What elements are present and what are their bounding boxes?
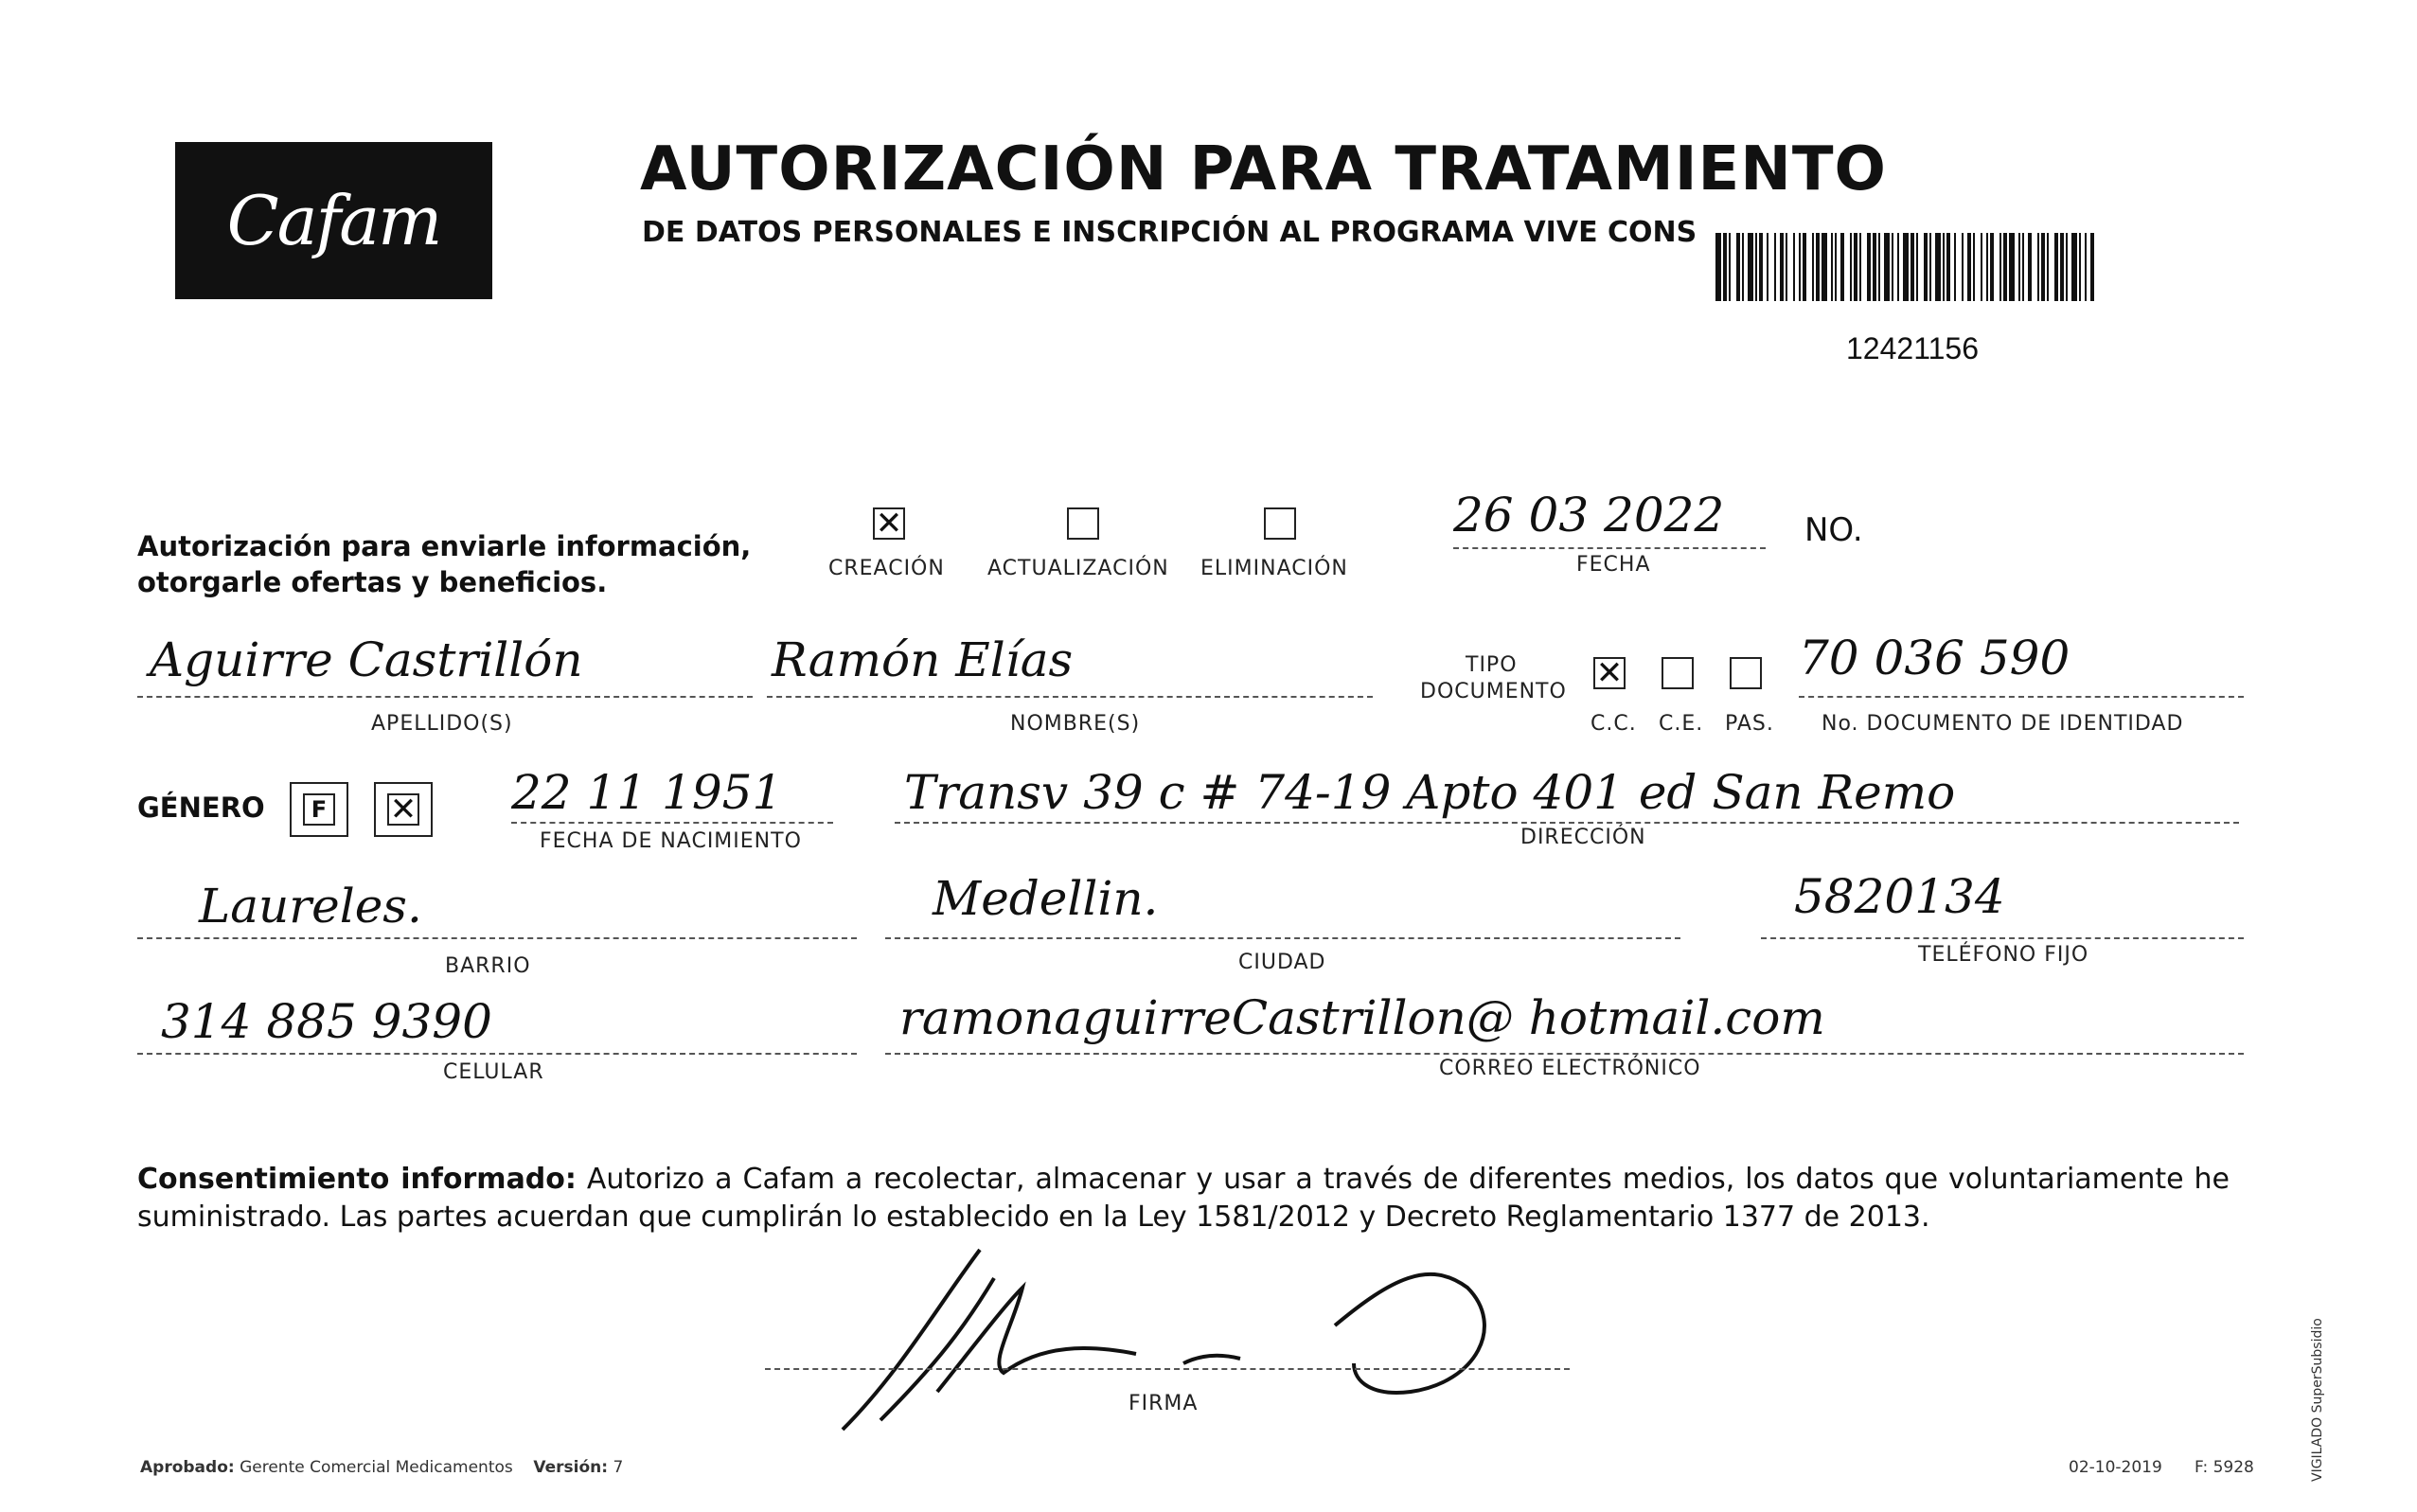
birth-label: FECHA DE NACIMIENTO [540,829,802,853]
barcode-bar [1924,233,1928,301]
doc-number-line [1799,696,2244,698]
fecha-value[interactable]: 26 03 2022 [1453,488,1725,543]
barcode-number: 12421156 [1846,331,1979,365]
ciudad-value[interactable]: Medellin. [933,871,1159,926]
barcode-bar [1946,233,1950,301]
barcode-bar [1780,233,1784,301]
celular-value[interactable]: 314 885 9390 [161,994,492,1049]
email-value[interactable]: ramonaguirreCastrillon@ hotmail.com [899,990,1825,1045]
barcode-bar [1943,233,1945,301]
barcode-bar [1767,233,1768,301]
barcode-bar [1723,233,1727,301]
nombres-label: NOMBRE(S) [1010,712,1141,736]
barcode-bar [2047,233,2049,301]
barcode-bar [1835,233,1837,301]
no-label: NO. [1804,511,1863,549]
barcode-bar [1935,233,1941,301]
signature-line [765,1368,1570,1370]
gender-f-box[interactable] [290,782,348,837]
barcode-bar [1884,233,1890,301]
barcode-bar [1803,233,1806,301]
address-value[interactable]: Transv 39 c # 74-19 Apto 401 ed San Remo [904,765,1956,820]
barcode-bar [1929,233,1931,301]
gender-m-box[interactable] [374,782,433,837]
cc-checkbox[interactable] [1593,657,1626,689]
intro-text-line2: otorgarle ofertas y beneficios. [137,566,608,598]
barcode-bar [1999,233,2001,301]
barcode-bar [1962,233,1964,301]
barrio-value[interactable]: Laureles. [199,879,422,934]
address-label: DIRECCIÓN [1520,826,1646,849]
apellidos-value[interactable]: Aguirre Castrillón [150,632,583,687]
barcode-bar [1859,233,1861,301]
aprobado-value: Gerente Comercial Medicamentos [240,1458,513,1477]
intro-text-line1: Autorización para enviarle información, [137,530,752,562]
telefono-value[interactable]: 5820134 [1794,869,2005,924]
ciudad-label: CIUDAD [1238,951,1326,974]
barcode-bar [2037,233,2039,301]
address-line [895,822,2239,824]
signature-image [824,1221,1638,1449]
footer-code: F: 5928 [2195,1458,2254,1477]
barcode-bar [1892,233,1893,301]
barrio-label: BARRIO [445,954,531,978]
barcode-bar [1816,233,1820,301]
barcode-bar [2090,233,2094,301]
barcode-bar [1715,233,1721,301]
ce-checkbox[interactable] [1662,657,1694,689]
gender-m-checkbox[interactable] [387,793,419,826]
barcode-bar [1755,233,1757,301]
fecha-label: FECHA [1576,553,1651,577]
version-value: 7 [613,1458,624,1477]
cc-label: C.C. [1591,712,1637,736]
barcode-bar [1799,233,1801,301]
barcode-bar [2071,233,2077,301]
barcode-bar [2066,233,2068,301]
ciudad-line [885,937,1680,939]
barrio-line [137,937,857,939]
barcode-bar [1759,233,1763,301]
barcode-bar [1916,233,1918,301]
barcode-bar [1854,233,1857,301]
barcode-bar [1903,233,1909,301]
barcode-bar [1981,233,1982,301]
barcode-bar [2003,233,2007,301]
barcode-bar [1954,233,1956,301]
celular-line [137,1053,857,1055]
doc-number-label: No. DOCUMENTO DE IDENTIDAD [1822,712,2184,736]
form-title: AUTORIZACIÓN PARA TRATAMIENTO [640,134,1887,205]
nombres-value[interactable]: Ramón Elías [772,632,1074,687]
telefono-label: TELÉFONO FIJO [1918,943,2089,967]
eliminacion-checkbox[interactable] [1264,507,1296,540]
barcode-bar [2085,233,2087,301]
celular-label: CELULAR [443,1060,544,1084]
consent-heading: Consentimiento informado: [137,1163,577,1196]
email-line [885,1053,2244,1055]
barcode-bar [2022,233,2024,301]
barcode-bar [1840,233,1844,301]
barcode-bar [1897,233,1899,301]
barcode-bar [1774,233,1776,301]
apellidos-line [137,696,753,698]
barcode-bar [1967,233,1971,301]
telefono-line [1761,937,2244,939]
barcode-bar [1793,233,1795,301]
apellidos-label: APELLIDO(S) [371,712,513,736]
tipo-label: TIPO [1466,653,1518,677]
footer-approved [140,1458,623,1477]
barcode-bar [1867,233,1871,301]
actualizacion-checkbox[interactable] [1067,507,1099,540]
birth-line [511,822,833,824]
barcode [1715,233,2094,301]
ce-label: C.E. [1659,712,1704,736]
cafam-logo: Cafam [175,142,492,299]
barcode-bar [2009,233,2015,301]
creacion-label: CREACIÓN [828,557,945,580]
supersubsidio-text: VIGILADO SuperSubsidio [2310,1318,2325,1482]
barcode-bar [1910,233,1914,301]
fecha-line [1453,547,1766,549]
barcode-bar [1973,233,1975,301]
genero-label: GÉNERO [137,792,265,824]
barcode-bar [1748,233,1753,301]
signature-label: FIRMA [1129,1392,1199,1415]
barcode-bar [2028,233,2032,301]
gender-f-checkbox[interactable]: F [303,793,335,826]
barcode-bar [1878,233,1880,301]
birth-value[interactable]: 22 11 1951 [511,765,783,820]
email-label: CORREO ELECTRÓNICO [1439,1057,1701,1080]
barcode-bar [1786,233,1787,301]
barcode-bar [1742,233,1744,301]
creacion-checkbox[interactable] [873,507,905,540]
barcode-bar [1986,233,1988,301]
footer-date: 02-10-2019 [2069,1458,2162,1477]
consent-text: Autorizo a Cafam a recolectar, almacenar y usar a través de diferentes medios, los datos que voluntariamente he suministrado. Las partes acuerdan que cumplirán lo establecido en la Ley 1581/2012 y Decreto Reglamentario 1377 de 2013. [137,1163,2230,1234]
aprobado-label: Aprobado: [140,1458,235,1477]
pas-checkbox[interactable] [1730,657,1762,689]
barcode-bar [1873,233,1876,301]
barcode-bar [1729,233,1731,301]
eliminacion-label: ELIMINACIÓN [1200,557,1348,580]
barcode-bar [2041,233,2045,301]
barcode-bar [1831,233,1833,301]
barcode-bar [2018,233,2020,301]
documento-label: DOCUMENTO [1420,680,1567,703]
barcode-bar [2054,233,2058,301]
barcode-bar [1812,233,1814,301]
version-label: Versión: [533,1458,609,1477]
barcode-bar [2079,233,2081,301]
nombres-line [767,696,1373,698]
barcode-bar [2060,233,2064,301]
pas-label: PAS. [1725,712,1774,736]
barcode-bar [1822,233,1827,301]
barcode-bar [1990,233,1994,301]
actualizacion-label: ACTUALIZACIÓN [987,557,1169,580]
form-subtitle: DE DATOS PERSONALES E INSCRIPCIÓN AL PROGRAMA VIVE CONS [642,216,1697,249]
barcode-bar [1850,233,1852,301]
barcode-bar [1736,233,1740,301]
doc-number-value[interactable]: 70 036 590 [1799,631,2070,685]
